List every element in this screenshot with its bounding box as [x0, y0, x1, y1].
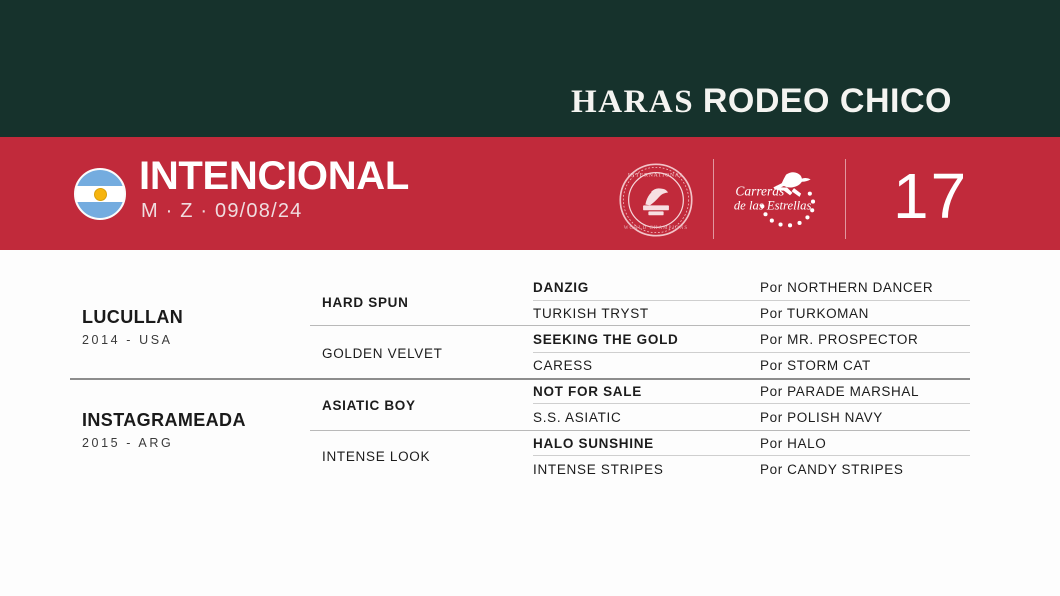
gen4-row-3 — [760, 358, 995, 373]
flag-stripe-bottom — [76, 202, 124, 218]
gen2-name-3: INTENSE LOOK — [322, 449, 431, 464]
flag-stripe-top — [76, 170, 124, 186]
gen2-name-1: GOLDEN VELVET — [322, 346, 443, 361]
gen4-row-7 — [760, 462, 995, 477]
horse-meta: M · Z · 09/08/24 — [141, 200, 303, 222]
gen4-prefix-2: Por — [760, 332, 783, 347]
gen2-name-2: ASIATIC BOY — [322, 398, 416, 413]
svg-text:de las Estrellas: de las Estrellas — [733, 198, 812, 213]
rule-gen3-1 — [533, 300, 970, 301]
gen4-row-4 — [760, 384, 995, 399]
gen4-prefix-0: Por — [760, 280, 783, 295]
svg-text:WORLD CHAMPIONS: WORLD CHAMPIONS — [623, 225, 689, 231]
gen4-name-4: PARADE MARSHAL — [787, 384, 920, 399]
rule-gen3-3 — [533, 403, 970, 404]
gen4-name-0: NORTHERN DANCER — [787, 280, 934, 295]
argentina-flag-icon — [74, 168, 126, 220]
gen4-name-1: TURKOMAN — [786, 306, 869, 321]
carreras-de-las-estrellas-icon — [727, 162, 823, 238]
gen4-prefix-1: Por — [760, 306, 783, 321]
brand-band — [0, 0, 1060, 137]
sire-name: LUCULLAN — [82, 307, 184, 327]
gen4-row-1 — [760, 306, 995, 321]
rule-gen3-2 — [533, 352, 970, 353]
gen4-name-2: MR. PROSPECTOR — [787, 332, 919, 347]
dam-year-country: 2015 - ARG — [82, 435, 174, 450]
gen3-name-0: DANZIG — [533, 280, 589, 295]
gen4-row-2 — [760, 332, 995, 347]
gen4-prefix-5: Por — [760, 410, 783, 425]
brand-title — [571, 84, 952, 119]
pedigree-table — [0, 250, 1060, 596]
gen4-row-5 — [760, 410, 995, 425]
gen4-prefix-6: Por — [760, 436, 783, 451]
gen4-prefix-3: Por — [760, 358, 783, 373]
rule-gen3-4 — [533, 455, 970, 456]
svg-text:INTERNATIONAL: INTERNATIONAL — [627, 172, 685, 179]
divider-vertical-1 — [713, 159, 714, 239]
gen4-name-5: POLISH NAVY — [787, 410, 883, 425]
sire-year-country: 2014 - USA — [82, 332, 173, 347]
dam-block — [82, 411, 307, 450]
gen4-name-6: HALO — [787, 436, 827, 451]
divider-vertical-2 — [845, 159, 846, 239]
rule-generation-split — [70, 378, 970, 380]
rule-gen2-2 — [310, 430, 970, 431]
gen3-name-2: SEEKING THE GOLD — [533, 332, 679, 347]
breeders-cup-seal-icon — [618, 162, 694, 238]
entry-number: 17 — [893, 160, 969, 232]
gen4-row-0 — [760, 280, 995, 295]
gen3-name-6: HALO SUNSHINE — [533, 436, 654, 451]
brand-name-bold: RODEO CHICO — [702, 82, 952, 120]
rule-gen2-1 — [310, 325, 970, 326]
brand-name-light: HARAS — [571, 84, 695, 120]
gen3-name-1: TURKISH TRYST — [533, 306, 649, 321]
sire-block — [82, 308, 307, 347]
gen3-name-4: NOT FOR SALE — [533, 384, 642, 399]
gen3-name-7: INTENSE STRIPES — [533, 462, 664, 477]
gen3-name-5: S.S. ASIATIC — [533, 410, 622, 425]
gen4-row-6 — [760, 436, 995, 451]
sun-of-may-icon — [94, 188, 107, 201]
gen4-prefix-4: Por — [760, 384, 783, 399]
gen2-name-0: HARD SPUN — [322, 295, 409, 310]
svg-text:Carreras: Carreras — [735, 183, 785, 199]
gen3-name-3: CARESS — [533, 358, 593, 373]
dam-name: INSTAGRAMEADA — [82, 410, 246, 430]
gen4-name-3: STORM CAT — [787, 358, 871, 373]
gen4-name-7: CANDY STRIPES — [787, 462, 904, 477]
page-title: INTENCIONAL — [139, 154, 410, 198]
gen4-prefix-7: Por — [760, 462, 783, 477]
